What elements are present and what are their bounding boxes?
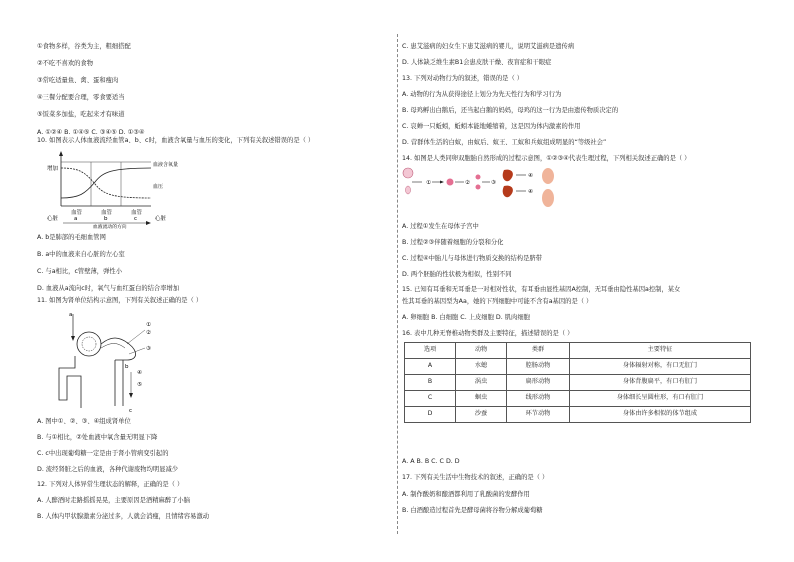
leader-2 — [129, 348, 145, 354]
process-1-label: ① — [426, 180, 431, 186]
q17-stem: 17. 下列有关生活中生物技术的叙述，正确的是（ ） — [402, 474, 549, 481]
legend-oxygen: 血液含氧量 — [153, 162, 179, 168]
diet-item-5: ⑤饭菜多加盐，吃起来才有味道 — [37, 111, 125, 118]
table-cell: 身体背腹扁平，有口有肛门 — [570, 375, 751, 391]
process-4a-label: ④ — [528, 173, 533, 179]
nephron-label-3: ③ — [146, 346, 151, 352]
vessel-a-letter: a — [74, 216, 78, 222]
chart-y-arrow — [59, 151, 63, 156]
bowmans-capsule — [77, 332, 101, 356]
afferent-arrow — [71, 336, 75, 341]
q14-stem: 14. 如图是人类同卵双胞胎自然形成的过程示意图，①②③④代表生理过程，下列相关叙述正确的是（ ） — [402, 155, 691, 162]
q16-options: A. A B. B C. C D. D — [402, 458, 460, 465]
nephron-diagram — [45, 308, 175, 416]
nephron-label-2: ② — [146, 330, 151, 336]
vessel-c-label: 血管 — [131, 210, 143, 216]
table-row — [405, 391, 751, 407]
q14-option-b: B. 过程②③伴随着细胞的分裂和分化 — [402, 239, 504, 246]
q13-option-d: D. 营群体生活的白蚁，由蚁后、蚁王、工蚁和兵蚁组成明显的“等级社会” — [402, 139, 607, 146]
q11-stem: 11. 如图为肾单位结构示意图，下列有关叙述正确的是（ ） — [37, 297, 203, 304]
q13-option-a: A. 动物的行为从获得途径上划分为先天性行为和学习行为 — [402, 91, 562, 98]
vessel-a-label: 血管 — [71, 210, 83, 216]
table-cell: 腔肠动物 — [507, 359, 570, 375]
table-cell: D — [405, 407, 456, 423]
fetus-top-icon — [542, 168, 554, 184]
table-header-row — [405, 343, 751, 359]
blood-vessel-chart — [45, 148, 179, 230]
q17-option-b: B. 白酒酿造过程首先是酵母菌将谷物分解成葡萄糖 — [402, 507, 543, 514]
q12-option-c: C. 患艾滋病的妇女生下患艾滋病的婴儿，说明艾滋病是遗传病 — [402, 43, 575, 50]
table-cell: 环节动物 — [507, 407, 570, 423]
flow-caption: 血液流动的方向 — [93, 225, 127, 230]
embryo-top-icon — [503, 170, 513, 182]
q15-stem-line-1: 15. 已知有耳垂和无耳垂是一对相对性状，有耳垂由显性基因A控制，无耳垂由隐性基因a控制，某女 — [402, 286, 681, 293]
q10-option-d: D. 血液从a流向c时，氧气与血红蛋白的结合率增加 — [37, 285, 180, 292]
table-header-cell: 主要特征 — [570, 343, 751, 359]
q12-stem: 12. 下列对人体异常生理状态的解释，正确的是（ ） — [37, 481, 184, 488]
q17-option-a: A. 制作酸奶和酿酒都利用了乳酸菌的发酵作用 — [402, 491, 530, 498]
table-cell: 涡虫 — [456, 375, 507, 391]
q13-stem: 13. 下列对动物行为的叙述，错误的是（ ） — [402, 75, 524, 82]
egg-cell-icon — [406, 186, 411, 194]
q15-options: A. 卵细胞 B. 白细胞 C. 上皮细胞 D. 肌肉细胞 — [402, 314, 530, 321]
q10-option-a: A. b是肺部的毛细血管网 — [37, 234, 106, 241]
table-cell: 扁形动物 — [507, 375, 570, 391]
table-cell: 线形动物 — [507, 391, 570, 407]
diet-item-1: ①食物多样，谷类为主，粗细搭配 — [37, 43, 131, 50]
legend-pressure: 血压 — [153, 184, 164, 190]
q13-option-c: C. 哀蝉一只蚯蚓，蚯蚓本能地蜷缩着，这是因为体内激素的作用 — [402, 123, 581, 130]
q13-option-b: B. 母鸡孵出白鹅后，还当起白鹅的妈妈，母鸡的这一行为是由遗传物质决定的 — [402, 107, 619, 114]
table-cell: 身体细长呈圆柱形，有口有肛门 — [570, 391, 751, 407]
table-row — [405, 359, 751, 375]
loop-of-henle — [59, 356, 81, 408]
q10-option-c: C. 与a相比，c管壁薄，弹性小 — [37, 268, 122, 275]
q9-options: A. ①②④ B. ①④⑤ C. ③④⑤ D. ①③④ — [37, 129, 145, 136]
heart-left-label: 心脏 — [47, 216, 59, 222]
q14-option-c: C. 过程④中胎儿与母体进行物质交换的结构是脐带 — [402, 255, 542, 262]
table-cell: A — [405, 359, 456, 375]
pressure-curve — [61, 168, 151, 198]
nephron-label-5: ⑤ — [137, 382, 142, 388]
flow-indicator-head — [129, 393, 133, 398]
table-cell: C — [405, 391, 456, 407]
process-2-label: ② — [465, 180, 470, 186]
q12-option-a: A. 人醉酒时走路摇摇晃晃，主要原因是酒精麻醉了小脑 — [37, 497, 191, 504]
glomerulus — [82, 337, 96, 351]
zygote-icon — [447, 179, 454, 186]
heart-right-label: 心脏 — [155, 216, 167, 222]
leader-1 — [127, 330, 145, 344]
vessel-b-letter: b — [104, 216, 108, 222]
capillary-network — [101, 344, 125, 349]
q14-option-d: D. 两个胚胎的性状极为相似，性别不同 — [402, 271, 512, 278]
nephron-label-c: c — [129, 408, 133, 414]
nephron-label-4: ④ — [137, 370, 142, 376]
diet-item-3: ③常吃适量鱼、禽、蛋和瘦肉 — [37, 77, 119, 84]
vessel-b-label: 血管 — [101, 210, 113, 216]
q11-option-b: B. 与①相比，②处血液中氧含量无明显下降 — [37, 434, 158, 441]
q11-option-a: A. 图中①、②、③、④组成肾单位 — [37, 418, 131, 425]
oxygen-curve — [61, 168, 151, 198]
q16-table — [404, 342, 751, 423]
cell-b-icon — [476, 185, 481, 190]
q10-option-b: B. a中的血液来自心脏的左心室 — [37, 251, 125, 258]
sperm-cell-icon — [403, 168, 413, 178]
table-header-cell: 动物 — [456, 343, 507, 359]
embryo-bottom-icon — [503, 186, 513, 198]
table-cell: 身体辐射对称，有口无肛门 — [570, 359, 751, 375]
diet-item-2: ②不吃不喜欢的食物 — [37, 60, 94, 67]
q11-option-d: D. 流经肾脏之后的血液，各种代谢废物均明显减少 — [37, 466, 179, 473]
table-row — [405, 375, 751, 391]
table-cell: 沙蚕 — [456, 407, 507, 423]
nephron-label-a: a — [69, 312, 73, 318]
q16-stem: 16. 表中几种无脊椎动物类群及主要特征，描述错误的是（ ） — [402, 330, 574, 337]
diet-item-4: ④三餐分配要合理，零食要适当 — [37, 94, 125, 101]
table-header-cell: 类群 — [507, 343, 570, 359]
table-header-cell: 选项 — [405, 343, 456, 359]
column-divider — [397, 34, 398, 534]
process-4b-label: ④ — [528, 189, 533, 195]
chart-y-label: 增加 — [47, 166, 59, 172]
table-cell: B — [405, 375, 456, 391]
q14-option-a: A. 过程①发生在母体子宫中 — [402, 223, 479, 230]
q12-option-d: D. 人体缺乏维生素B1会患皮肤干燥、夜盲症和干眼症 — [402, 59, 552, 66]
flow-arrow-head — [146, 221, 151, 225]
q15-stem-line-2: 性其耳垂的基因型为Aa，她的下列细胞中可能不含有a基因的是（ ） — [402, 298, 593, 305]
nephron-label-b: b — [125, 364, 129, 370]
process-3-label: ③ — [491, 180, 496, 186]
vessel-c-letter: c — [134, 216, 138, 222]
arrow-1-head — [440, 181, 444, 184]
table-row — [405, 407, 751, 423]
q12-option-b: B. 人体内甲状腺激素分泌过多，人就会消瘦，且情绪容易激动 — [37, 513, 210, 520]
q10-stem: 10. 如图表示人体血液流经血管a、b、c时，血液含氧量与血压的变化，下列有关叙述错误的是（ ） — [37, 137, 315, 144]
table-cell: 水螅 — [456, 359, 507, 375]
q11-option-c: C. c中出现葡萄糖一定是由于肾小管病变引起的 — [37, 450, 169, 457]
cell-a-icon — [476, 175, 481, 180]
fetus-bottom-icon — [542, 189, 554, 207]
nephron-label-1: ① — [146, 322, 151, 328]
twins-diagram — [402, 164, 572, 220]
table-cell: 身体由许多相似的体节组成 — [570, 407, 751, 423]
table-cell: 蛔虫 — [456, 391, 507, 407]
